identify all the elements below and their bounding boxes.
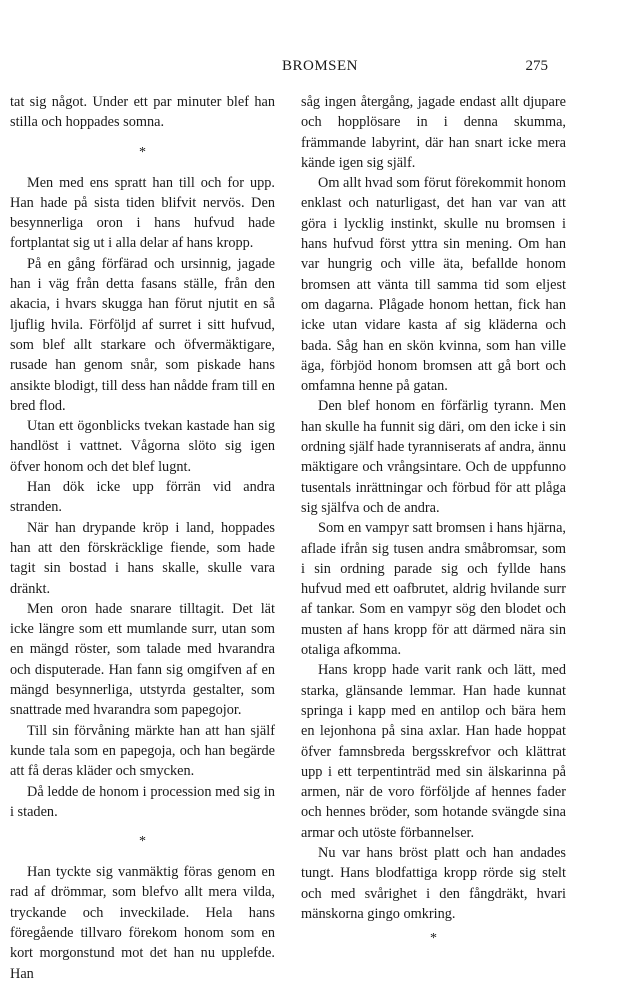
paragraph: Han dök icke upp förrän vid andra stranden. — [10, 479, 275, 516]
page-header — [0, 58, 640, 82]
paragraph: Hans kropp hade varit rank och lätt, med starka, glänsande lemmar. Han hade kunnat springa i kapp med en antilop och bära hem en lejonhona på sina axlar. Han hade hoppat öfver famnsbreda bergsskrefvor och klättrat upp i ett terpentinträd med sin älskarinna på armen, när de voro förföljde af hennes fader och hennes bröder, som hotande svängde sina armar och utöste förbannelser. — [301, 662, 566, 841]
paragraph: Utan ett ögonblicks tvekan kastade han sig handlöst i vattnet. Vågorna slöto sig igen öfver honom och det blef lugnt. — [10, 418, 275, 475]
paragraph: Som en vampyr satt bromsen i hans hjärna, aflade ifrån sig tusen andra småbromsar, som i sin ordning parade sig och fyllde hans hufvud med ett oafbrutet, aldrig hvilande surr af tankar. Som en vampyr sög den blodet och musten af hans kropp för att därmed nära sin otaliga afkomma. — [301, 520, 566, 659]
section-separator: * — [139, 834, 146, 850]
paragraph: Men med ens spratt han till och for upp. Han hade på sista tiden blifvit nervös. Den besynnerliga oron i hans hufvud hade fortplantat sig ut i alla delar af hans kropp. — [10, 174, 275, 252]
page-number: 275 — [525, 58, 548, 74]
paragraph: Men oron hade snarare tilltagit. Det lät icke längre som ett mumlande surr, utan som en mängd röster, som talade med hvarandra och disputerade. Han fann sig omgifven af en mängd besynnerliga, utstyrda gestalter, som snattrade med hvarandra som papegojor. — [10, 600, 275, 719]
section-separator: * — [430, 931, 437, 947]
paragraph: Han tyckte sig vanmäktig föras genom en rad af drömmar, som blefvo allt mera vilda, tryckande och inveckilade. Hela hans föregående tillvaro förekom honom som en kort morgonstund mot det han nu upplefde. Han — [10, 864, 275, 982]
paragraph: Till sin förvåning märkte han att han själf kunde tala som en papegoja, och han begärde att få deras kläder och smycken. — [10, 722, 275, 780]
section-separator: * — [139, 144, 146, 160]
paragraph: tat sig något. Under ett par minuter blef han stilla och hoppades somna. — [10, 94, 275, 131]
right-column — [301, 92, 566, 954]
paragraph: När han drypande kröp i land, hoppades han att den förskräcklige fiende, som hade tagit sin bostad i hans skalle, skulle vara dränkt. — [10, 519, 275, 597]
running-title: BROMSEN — [281, 58, 359, 74]
paragraph: På en gång förfärad och ursinnig, jagade han i väg från detta fasans ställe, från den akacia, i hvars skugga han förut njutit en så ljuflig hvila. Förföljd af surret i sitt hufvud, som blef allt starkare och öfvermäktigare, rusade han genom snår, som piskade hans ansikte blodigt, till dess han nådde fram till en bred flod. — [10, 255, 275, 414]
paragraph: Den blef honom en förfärlig tyrann. Men han skulle ha funnit sig däri, om den icke i sin ordning själf hade tyranniserats af andra, ännu mäktigare och vrångsintare. Och de uppfunno tusentals inrättningar och förbud för att plåga sig själfva och de andra. — [301, 398, 566, 516]
left-column — [10, 92, 275, 984]
paragraph: Om allt hvad som förut förekommit honom enklast och naturligast, det han var van att göra i lycklig instinkt, skulle nu bromsen i hans hufvud först yttra sin mening. Om han var hungrig och ville äta, befallde honom bromsen att vänta till samma tid som eljest om dagarna. Plågade honom hettan, fick han icke utan vidare kasta af sig kläderna och bada. Såg han en skön kvinna, som han ville äga, förbjöd honom bromsen att gå bort och omfamna henne på gatan. — [301, 175, 566, 395]
paragraph: Nu var hans bröst platt och han andades tungt. Hans blodfattiga kropp rörde sig stelt och med svårighet i den fångdräkt, hvari mänskorna gingo omkring. — [301, 844, 566, 922]
paragraph: såg ingen återgång, jagade endast allt djupare och hopplösare in i denna skumma, främmande labyrint, där han snart icke mera kände igen sig själf. — [301, 94, 566, 171]
paragraph: Då ledde de honom i procession med sig in i staden. — [10, 783, 275, 820]
